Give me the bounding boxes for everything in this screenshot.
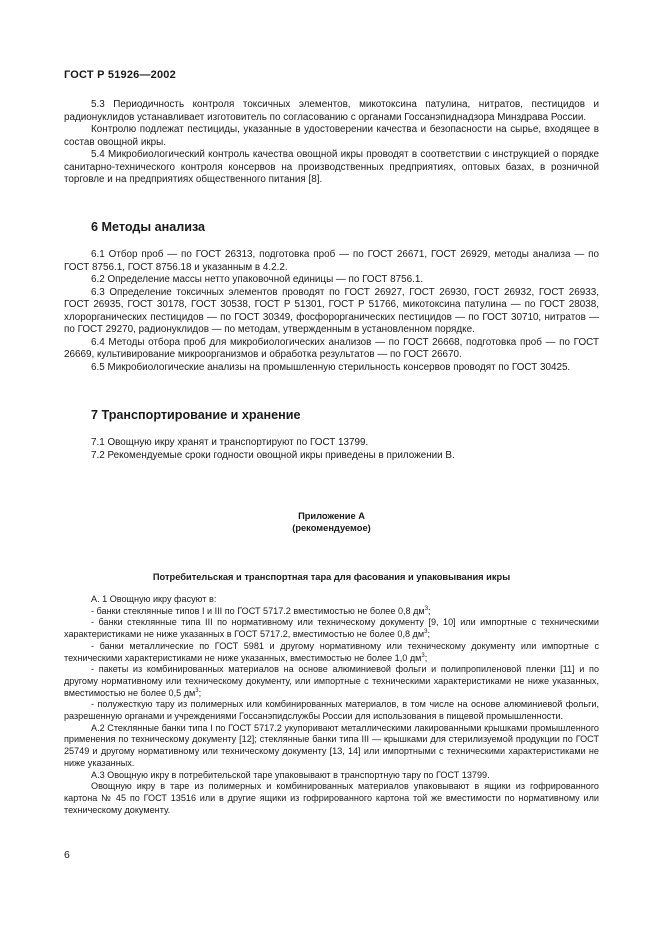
list-item-a1-1: - банки стеклянные типов I и III по ГОСТ 5717.2 вместимостью не более 0,8 $дм^3$; [91, 605, 431, 616]
section-7-body [64, 437, 599, 462]
paragraph-5-4: 5.4 Микробиологический контроль качества овощной икры проводят в соответствии с инструкцией о порядке санитарно-технического контроля консервов на производственных предприятиях, оптовых базах, в розничной торговле и на предприятиях общественного питания [8]. [64, 149, 599, 185]
page-number: 6 [64, 849, 70, 861]
paragraph-5-3: 5.3 Периодичность контроля токсичных элементов, микотоксина патулина, нитратов, пестицидов и радионуклидов устанавливает изготовитель по согласованию с органами Госсанэпиднадзора Минздрава России. [64, 99, 599, 123]
paragraph-7-1: 7.1 Овощную икру хранят и транспортируют по ГОСТ 13799. [91, 437, 369, 448]
paragraph-6-1: 6.1 Отбор проб — по ГОСТ 26313, подготовка проб — по ГОСТ 26671, ГОСТ 26929, методы анализа — по ГОСТ 8756.1, ГОСТ 8756.18 и указанным в 4.2.2. [64, 249, 599, 273]
paragraph-6-5: 6.5 Микробиологические анализы на промышленную стерильность консервов проводят по ГОСТ 30425. [91, 361, 571, 373]
section-5-continued [64, 99, 599, 187]
appendix-label: Приложение А [298, 511, 365, 521]
paragraph-a2: А.2 Стеклянные банки типа I по ГОСТ 5717.2 укупоривают металлическими лакированными крышками промышленного применения по техническому документу [12]; стеклянные банки типа III — крышками для стерилизуемой продукции по ГОСТ 25749 и другому нормативному или техническому документу [13, 14] или импортными с техническими характеристиками не ниже указанных. [64, 722, 599, 768]
list-item-a1-3: - банки металлические по ГОСТ 5981 и другому нормативному или техническому документу или импортные с техническими характеристиками не ниже указанных, вместимостью не более 1,0 $дм^3$; [64, 640, 599, 663]
paragraph-6-4: 6.4 Методы отбора проб для микробиологических анализов — по ГОСТ 26668, подготовка проб — по ГОСТ 26669, культивирование микроорганизмов и обработка результатов — по ГОСТ 26670. [64, 336, 599, 360]
section-6-heading: 6 Методы анализа [91, 220, 206, 234]
list-item-a1-4: - пакеты из комбинированных материалов на основе алюминиевой фольги и полипропиленовой пленки [11] и по другому нормативному или техническому документу, или импортные с техническими характеристиками не ниже указанных, вместимостью не более 0,5 $дм^3$; [64, 664, 599, 698]
appendix-status: (рекомендуемое) [292, 523, 371, 533]
paragraph-5-3-pesticides: Контролю подлежат пестициды, указанные в удостоверении качества и безопасности на сырье, входящее в состав овощной икры. [64, 124, 599, 148]
appendix-title: Потребительская и транспортная тара для фасования и упаковывания икры [152, 572, 511, 582]
list-item-a1-5: - полужесткую тару из полимерных или комбинированных материалов, в том числе на основе алюминиевой фольги, разрешенную органами и учреждениями Госсанэпидслужбы России для использования в пищевой промышленности. [64, 699, 599, 722]
section-7-heading: 7 Транспортирование и хранение [91, 408, 301, 422]
paragraph-a3: А.3 Овощную икру в потребительской таре упаковывают в транспортную тару по ГОСТ 13799. [91, 769, 490, 780]
section-6-body [64, 249, 599, 374]
paragraph-6-2: 6.2 Определение массы нетто упаковочной единицы — по ГОСТ 8756.1. [91, 274, 424, 285]
paragraph-7-2: 7.2 Рекомендуемые сроки годности овощной икры приведены в приложении В. [91, 449, 455, 461]
paragraph-a3-packing: Овощную икру в таре из полимерных и комбинированных материалов упаковывают в ящики из гофрированного картона № 45 по ГОСТ 13516 или в другие ящики из гофрированного картона той же вместимости по нормативному или техническому документу. [64, 781, 599, 815]
paragraph-a1-intro: А. 1 Овощную икру фасуют в: [91, 594, 217, 604]
appendix-body [64, 594, 599, 816]
list-item-a1-2: - банки стеклянные типа III по нормативному или техническому документу [9, 10] или импортные с техническими характеристиками не ниже указанных в ГОСТ 5717.2, вместимостью не более 0,8 $дм^3$; [64, 617, 599, 640]
document-header: ГОСТ Р 51926—2002 [64, 69, 176, 81]
paragraph-6-3: 6.3 Определение токсичных элементов проводят по ГОСТ 26927, ГОСТ 26930, ГОСТ 26932, ГОСТ 26933, ГОСТ 26935, ГОСТ 30178, ГОСТ 30538, ГОСТ Р 51301, ГОСТ Р 51766, микотоксина патулина — по ГОСТ 28038, хлорорганических пестицидов — по ГОСТ 30349, фосфорорганических пестицидов — по ГОСТ 30710, нитратов — по ГОСТ 29270, радионуклидов — по методам, утвержденным в установленном порядке. [64, 286, 599, 335]
